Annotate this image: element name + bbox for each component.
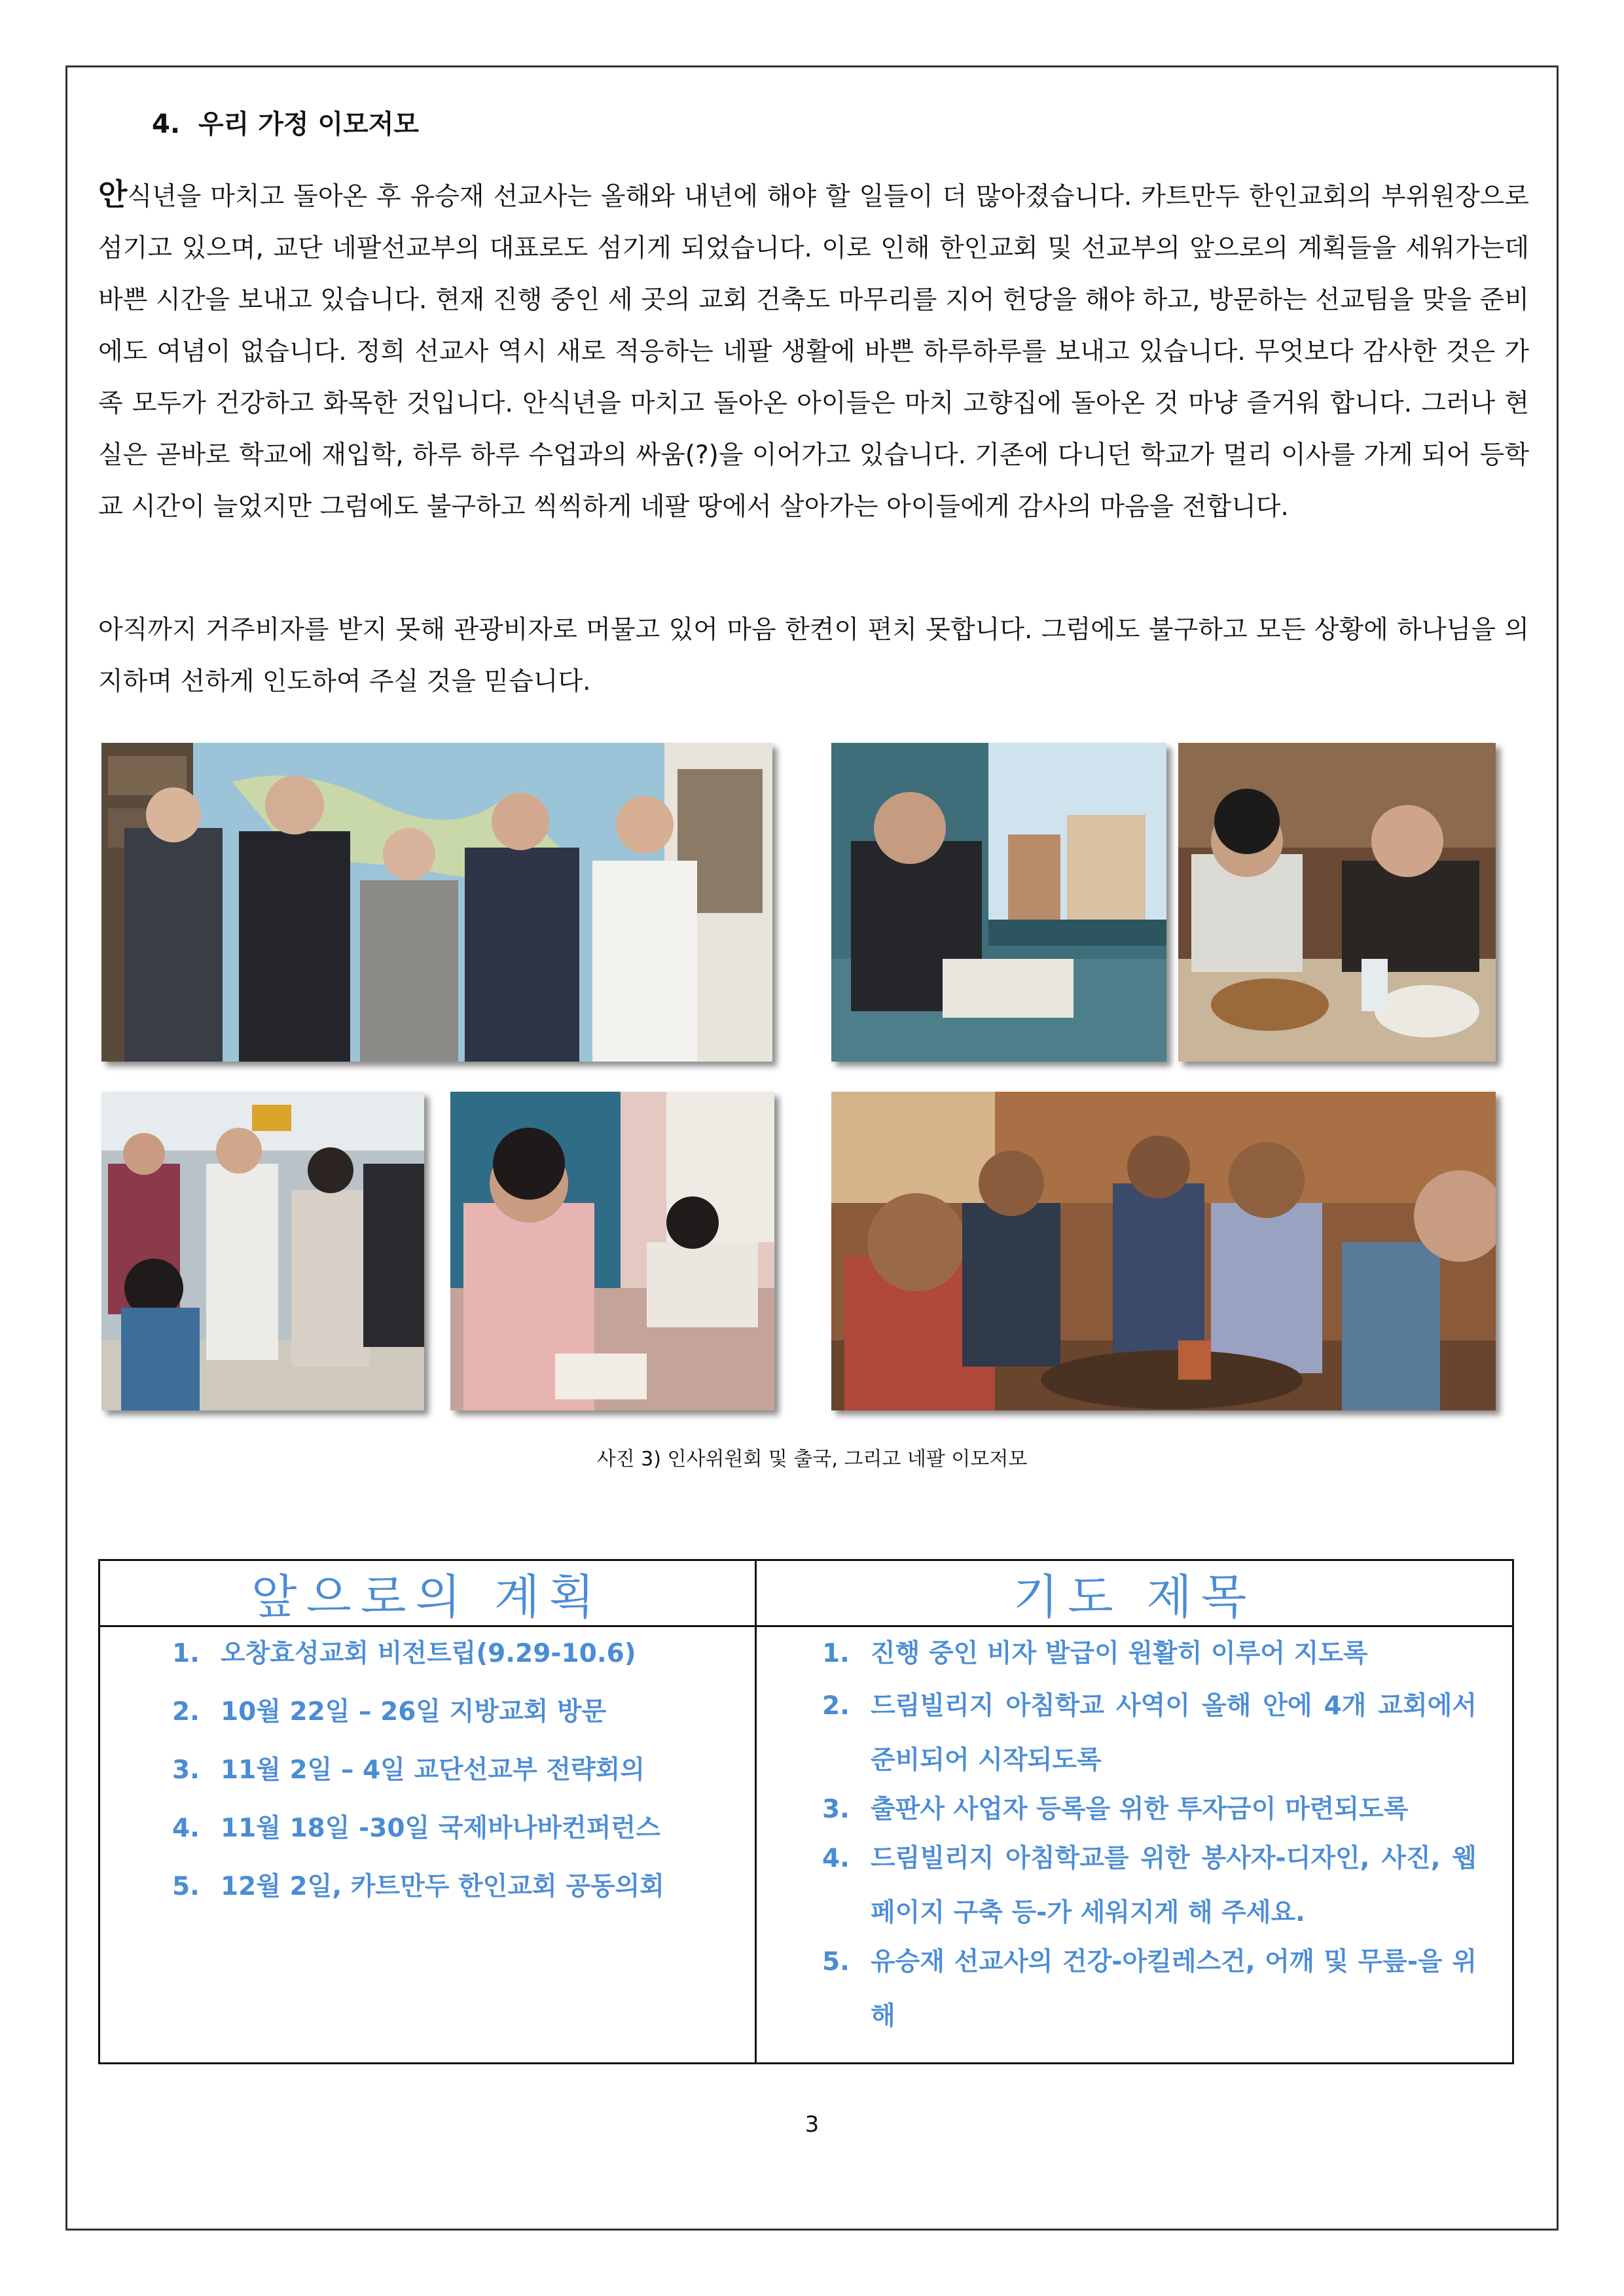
section-number: 4. bbox=[152, 109, 181, 139]
photo-boy-reading bbox=[831, 743, 1166, 1062]
page-number: 3 bbox=[804, 2111, 820, 2138]
plan-item: 5. 12월 2일, 카트만두 한인교회 공동의회 bbox=[172, 1872, 664, 1901]
prayer-item: 3. 출판사 사업자 등록을 위한 투자금이 마련되도록 bbox=[822, 1795, 1409, 1824]
prayer-item: 4. 드림빌리지 아침학교를 위한 봉사자-디자인, 사진, 웹페이지 구축 등-가 세워지게 해 주세요. bbox=[822, 1844, 1477, 1928]
paragraph-1 bbox=[98, 169, 1529, 533]
photo-nepal-gathering bbox=[831, 1092, 1496, 1410]
plan-item: 1. 오창효성교회 비전트립(9.29-10.6) bbox=[172, 1639, 636, 1668]
paragraph-1-text: 식년을 마치고 돌아온 후 유승재 선교사는 올해와 내년에 해야 할 일들이 더 많아졌습니다. 카트만두 한인교회의 부위원장으로 섬기고 있으며, 교단 네팔선교부의 대표로도 섬기게 되었습니다. 이로 인해 한인교회 및 선교부의 앞으로의 계획들을 세워가는데 바쁜 시간을 보내고 있습니다. 현재 진행 중인 세 곳의 교회 건축도 마무리를 지어 헌당을 해야 하고, 방문하는 선교팀을 맞을 준비에도 여념이 없습니다. 정희 선교사 역시 새로 적응하는 네팔 생활에 바쁜 하루하루를 보내고 있습니다. 무엇보다 감사한 것은 가족 모두가 건강하고 화목한 것입니다. 안식년을 마치고 돌아온 아이들은 마치 고향집에 돌아온 것 마냥 즐거워 합니다. 그러나 현실은 곧바로 학교에 재입학, 하루 하루 수업과의 싸움(?)을 이어가고 있습니다. 기존에 다니던 학교가 멀리 이사를 가게 되어 등학교 시간이 늘었지만 그럼에도 불구하고 씩씩하게 네팔 땅에서 살아가는 아이들에게 감사의 마음을 전합니다. bbox=[98, 182, 1529, 522]
table-divider bbox=[755, 1561, 757, 2062]
plans-header: 앞으로의 계획 bbox=[251, 1570, 604, 1624]
photo-airport-departure bbox=[101, 1092, 424, 1410]
photo-caption: 사진 3) 인사위원회 및 출국, 그리고 네팔 이모저모 bbox=[596, 1448, 1028, 1471]
section-title: 우리 가정 이모저모 bbox=[198, 109, 420, 139]
plans-list bbox=[172, 1638, 748, 1929]
plans-prayer-table bbox=[98, 1559, 1514, 2064]
prayer-item: 2. 드림빌리지 아침학교 사역이 올해 안에 4개 교회에서 준비되어 시작되도록 bbox=[822, 1691, 1477, 1775]
prayer-item: 5. 유승재 선교사의 건강-아킬레스건, 어깨 및 무릎-을 위해 bbox=[822, 1947, 1477, 2031]
paragraph-2: 아직까지 거주비자를 받지 못해 관광비자로 머물고 있어 마음 한켠이 편치 못합니다. 그럼에도 불구하고 모든 상황에 하나님을 의지하며 선하게 인도하여 주실 것을 믿습니다. bbox=[98, 615, 1529, 696]
section-heading bbox=[152, 103, 419, 141]
photo-family-dinner bbox=[1178, 743, 1496, 1062]
plan-item: 2. 10월 22일 – 26일 지방교회 방문 bbox=[172, 1697, 607, 1727]
prayer-list bbox=[822, 1638, 1477, 2043]
prayer-item: 1. 진행 중인 비자 발급이 원활히 이루어 지도록 bbox=[822, 1639, 1368, 1668]
photo-study-session bbox=[450, 1092, 774, 1410]
paragraph-dropcap: 안 bbox=[98, 177, 128, 212]
plan-item: 4. 11월 18일 -30일 국제바나바컨퍼런스 bbox=[172, 1814, 660, 1843]
plan-item: 3. 11월 2일 – 4일 교단선교부 전략회의 bbox=[172, 1755, 645, 1785]
photo-group-committee bbox=[101, 743, 772, 1062]
prayer-header: 기도 제목 bbox=[1013, 1570, 1256, 1624]
